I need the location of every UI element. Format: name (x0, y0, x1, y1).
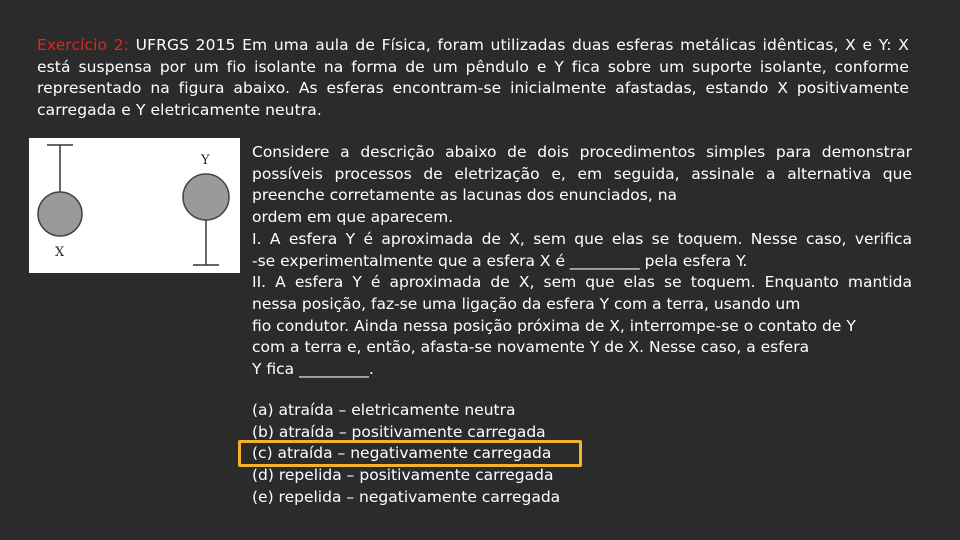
option-e[interactable]: (e) repelida – negativamente carregada (252, 487, 561, 506)
option-d[interactable]: (d) repelida – positivamente carregada (252, 466, 554, 485)
spheres-diagram (29, 138, 240, 273)
question-line: com a terra e, então, afasta-se novamente Y de X. Nesse caso, a esfera (252, 338, 810, 357)
option-b[interactable]: (b) atraída – positivamente carregada (252, 422, 546, 441)
correct-answer-highlight (238, 440, 582, 467)
question-line: nessa posição, faz-se uma ligação da esfera Y com a terra, usando um (252, 294, 801, 313)
question-line: possíveis processos de eletrização e, em seguida, assinale a alternativa que (252, 164, 912, 183)
question-line: Considere a descrição abaixo de dois procedimentos simples para demonstrar (252, 143, 912, 161)
label-y: Y (201, 153, 210, 168)
question-line: ordem em que aparecem. (252, 208, 454, 227)
sphere-y (183, 174, 229, 220)
pendulum-figure (29, 138, 240, 273)
question-line: Y fica _________. (252, 360, 374, 379)
exercise-statement (37, 35, 909, 122)
question-text (252, 142, 912, 381)
question-line: fio condutor. Ainda nessa posição próxima de X, interrompe-se o contato de Y (252, 316, 856, 335)
sphere-x (38, 192, 82, 236)
question-line: II. A esfera Y é aproximada de X, sem que elas se toquem. Enquanto mantida (252, 273, 912, 292)
exercise-text: UFRGS 2015 Em uma aula de Física, foram utilizadas duas esferas metálicas idênticas, X e Y: X está suspensa por um fio isolante na forma de um pêndulo e Y fica sobre um suporte isolante, conforme representado na figura abaixo. As esferas encontram-se inicialmente afastadas, estando X positivamente carregada e Y eletricamente neutra. (37, 36, 909, 120)
option-a[interactable]: (a) atraída – eletricamente neutra (252, 401, 516, 419)
question-line: preenche corretamente as lacunas dos enunciados, na (252, 186, 678, 205)
exercise-label: Exercício 2: (37, 36, 130, 54)
option-c[interactable]: (c) atraída – negativamente carregada (252, 444, 552, 463)
label-x: X (55, 245, 65, 260)
question-line: I. A esfera Y é aproximada de X, sem que elas se toquem. Nesse caso, verifica (252, 229, 912, 248)
question-line: -se experimentalmente que a esfera X é _________ pela esfera Y. (252, 251, 748, 270)
